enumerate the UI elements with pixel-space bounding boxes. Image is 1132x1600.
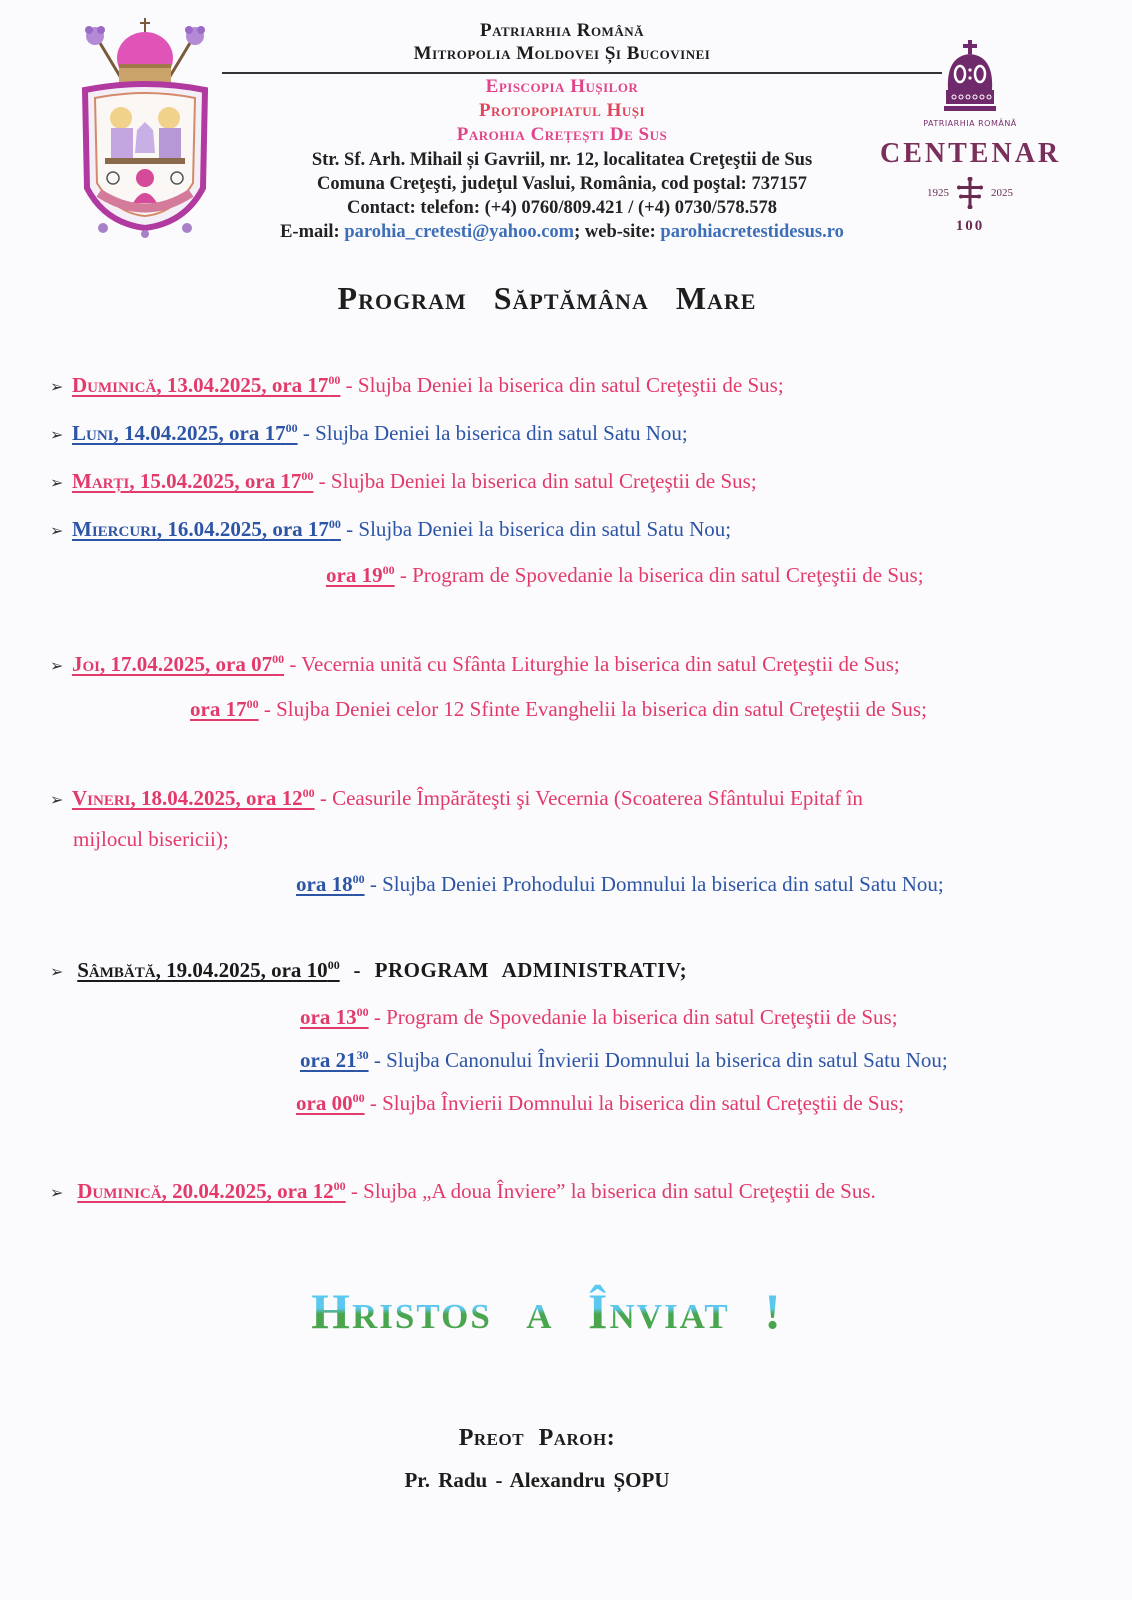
mitre-icon bbox=[117, 18, 173, 84]
easter-greeting: Hristos a Înviat ! bbox=[0, 1282, 1094, 1340]
schedule-item bbox=[50, 421, 688, 446]
schedule-time: ora $17^{00}$ bbox=[190, 697, 259, 721]
schedule-item bbox=[50, 469, 757, 494]
arrow-bullet-icon: ➢ bbox=[50, 521, 64, 540]
centenar-years bbox=[900, 176, 1040, 210]
schedule-date: Miercuri, 16.04.2025, ora $17^{00}$ bbox=[72, 517, 341, 541]
episcopal-crest-logo bbox=[75, 18, 215, 240]
schedule-time: ora $21^{30}$ bbox=[300, 1048, 369, 1072]
header-divider bbox=[222, 72, 942, 74]
schedule-description: - Slujba Deniei la biserica din satul Satu Nou; bbox=[297, 421, 688, 445]
centenar-number: 100 bbox=[955, 218, 985, 234]
schedule-description: - Vecernia unită cu Sfânta Liturghie la biserica din satul Creţeştii de Sus; bbox=[284, 652, 900, 676]
arrow-bullet-icon: ➢ bbox=[50, 962, 64, 981]
arrow-bullet-icon: ➢ bbox=[50, 656, 64, 675]
schedule-description: - Slujba Deniei Prohodului Domnului la biserica din satul Satu Nou; bbox=[364, 872, 944, 896]
schedule-subitem bbox=[300, 1005, 898, 1030]
schedule-time: ora $19^{00}$ bbox=[326, 563, 395, 587]
schedule-date: Luni, 14.04.2025, ora $17^{00}$ bbox=[72, 421, 298, 445]
schedule-description: - Program de Spovedanie la biserica din satul Creţeştii de Sus; bbox=[368, 1005, 898, 1029]
schedule-time: ora $18^{00}$ bbox=[296, 872, 365, 896]
schedule-date: Sâmbătă, 19.04.2025, ora $10^{00}$ bbox=[77, 958, 340, 982]
header-episcopia: Episcopia Hușilor bbox=[485, 76, 639, 97]
schedule-description: - Program de Spovedanie la biserica din satul Creţeştii de Sus; bbox=[394, 563, 924, 587]
schedule-subitem bbox=[296, 1091, 904, 1116]
schedule-subitem bbox=[300, 1048, 948, 1073]
schedule-subitem bbox=[326, 563, 924, 588]
schedule-time: ora $00^{00}$ bbox=[296, 1091, 365, 1115]
centenar-patriarhia: PATRIARHIA ROMÂNĂ bbox=[923, 119, 1017, 128]
arrow-bullet-icon: ➢ bbox=[50, 790, 64, 809]
arrow-bullet-icon: ➢ bbox=[50, 473, 64, 492]
schedule-date: Marți, 15.04.2025, ora $17^{00}$ bbox=[72, 469, 314, 493]
schedule-date: Vineri, 18.04.2025, ora $12^{00}$ bbox=[72, 786, 315, 810]
website-link[interactable]: parohiacretestidesus.ro bbox=[660, 222, 844, 242]
centenar-year-start: 1925 bbox=[927, 187, 949, 199]
centenar-year-end: 2025 bbox=[991, 187, 1013, 199]
centenar-crown-icon bbox=[940, 40, 1000, 118]
header-parohia: Parohia Crețești De Sus bbox=[456, 124, 668, 145]
schedule-description: - Slujba Deniei la biserica din satul Creţeştii de Sus; bbox=[340, 373, 784, 397]
schedule-description: - Slujba Deniei celor 12 Sfinte Evanghelii la biserica din satul Creţeştii de Sus; bbox=[258, 697, 927, 721]
schedule-description: - Slujba Învierii Domnului la biserica din satul Creţeştii de Sus; bbox=[364, 1091, 905, 1115]
header-patriarhia: Patriarhia Română bbox=[479, 20, 644, 41]
signature-name: Pr. Radu - Alexandru ȘOPU bbox=[404, 1468, 670, 1492]
schedule-date: Duminică, 13.04.2025, ora $17^{00}$ bbox=[72, 373, 341, 397]
schedule-description: - Slujba Deniei la biserica din satul Creţeştii de Sus; bbox=[313, 469, 757, 493]
header-contact: Contact: telefon: (+4) 0760/809.421 / (+4) 0730/578.578 bbox=[346, 198, 778, 218]
page-title: Program Săptămâna Mare bbox=[337, 280, 757, 316]
schedule-item bbox=[50, 786, 863, 811]
schedule-description: - Slujba Canonului Învierii Domnului la biserica din satul Satu Nou; bbox=[368, 1048, 948, 1072]
arrow-bullet-icon: ➢ bbox=[50, 1183, 64, 1202]
schedule-description: - PROGRAM ADMINISTRATIV; bbox=[339, 958, 688, 982]
schedule-date: Duminică, 20.04.2025, ora $12^{00}$ bbox=[77, 1179, 346, 1203]
centenar-title: CENTENAR bbox=[880, 138, 1062, 169]
schedule-item bbox=[50, 1179, 876, 1204]
arrow-bullet-icon: ➢ bbox=[50, 425, 64, 444]
website-label: web-site: bbox=[584, 222, 656, 242]
cross-icon bbox=[957, 177, 983, 209]
schedule-item bbox=[50, 517, 731, 542]
schedule-description-continued: mijlocul bisericii); bbox=[73, 827, 229, 851]
schedule-description: - Slujba „A doua Înviere” la biserica din satul Creţeştii de Sus. bbox=[345, 1179, 876, 1203]
email-link[interactable]: parohia_cretesti@yahoo.com bbox=[344, 222, 575, 242]
header-mitropolia: Mitropolia Moldovei Și Bucovinei bbox=[413, 43, 711, 64]
schedule-item bbox=[50, 373, 784, 398]
header-address: Str. Sf. Arh. Mihail și Gavriil, nr. 12, localitatea Creţeştii de Sus bbox=[311, 150, 813, 170]
schedule-time: ora $13^{00}$ bbox=[300, 1005, 369, 1029]
header-commune: Comuna Creţeşti, judeţul Vaslui, România, cod poştal: 737157 bbox=[317, 174, 807, 194]
schedule-date: Joi, 17.04.2025, ora $07^{00}$ bbox=[72, 652, 285, 676]
header-email-line: E-mail: parohia_cretesti@yahoo.com; web-site: parohiacretestidesus.ro bbox=[280, 222, 844, 242]
schedule-item bbox=[50, 958, 687, 983]
email-label: E-mail: bbox=[280, 222, 340, 242]
schedule-subitem bbox=[190, 697, 927, 722]
arrow-bullet-icon: ➢ bbox=[50, 377, 64, 396]
schedule-item bbox=[50, 652, 900, 677]
schedule-description: - Slujba Deniei la biserica din satul Satu Nou; bbox=[340, 517, 732, 541]
schedule-description: - Ceasurile Împărăteşti şi Vecernia (Scoaterea Sfântului Epitaf în bbox=[314, 786, 863, 810]
signature-role: Preot Paroh: bbox=[458, 1425, 616, 1451]
header-protopopiatul: Protopopiatul Huși bbox=[478, 100, 646, 121]
schedule-subitem bbox=[296, 872, 944, 897]
